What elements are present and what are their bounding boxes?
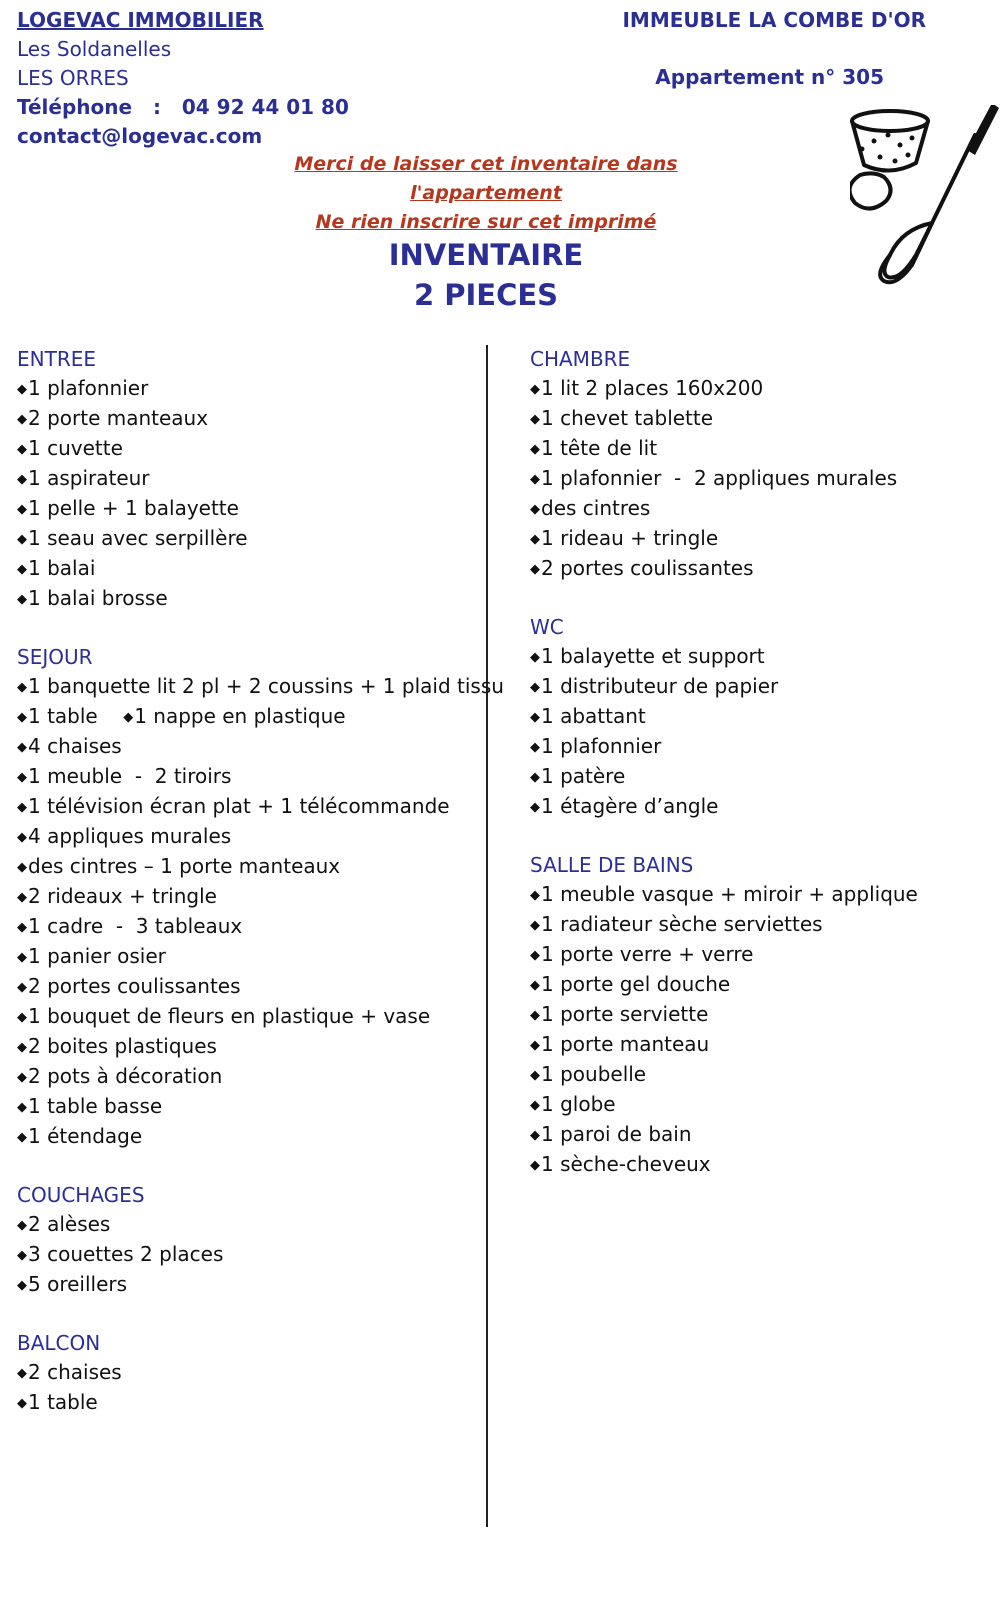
list-item: ◆1 bouquet de fleurs en plastique + vase: [17, 1004, 431, 1028]
bullet-icon: ◆: [530, 412, 540, 427]
section-title: CHAMBRE: [530, 347, 631, 371]
right-column: [530, 345, 995, 1209]
list-item: ◆1 plafonnier: [530, 734, 662, 758]
list-item: ◆1 télévision écran plat + 1 télécommande: [17, 794, 450, 818]
section-title: SALLE DE BAINS: [530, 853, 694, 877]
bullet-icon: ◆: [17, 1396, 27, 1411]
bullet-icon: ◆: [530, 532, 540, 547]
list-item: ◆1 seau avec serpillère: [17, 526, 248, 550]
bullet-icon: ◆: [530, 502, 540, 517]
bullet-icon: ◆: [530, 978, 540, 993]
list-item: ◆1 sèche-cheveux: [530, 1152, 711, 1176]
section-salle-de-bains: [530, 851, 995, 1180]
section-chambre: [530, 345, 995, 584]
bullet-icon: ◆: [530, 1128, 540, 1143]
bullet-icon: ◆: [530, 918, 540, 933]
list-item: ◆1 balai brosse: [17, 586, 168, 610]
list-item: ◆1 tête de lit: [530, 436, 658, 460]
section-title: ENTREE: [17, 347, 96, 371]
bullet-icon: ◆: [530, 710, 540, 725]
list-item: ◆1 banquette lit 2 pl + 2 coussins + 1 plaid tissu: [17, 674, 504, 698]
list-item: ◆1 globe: [530, 1092, 616, 1116]
bullet-icon: ◆: [123, 710, 134, 725]
bullet-icon: ◆: [17, 950, 27, 965]
list-item: ◆1 aspirateur: [17, 466, 150, 490]
list-item: ◆1 abattant: [530, 704, 646, 728]
bullet-icon: ◆: [17, 680, 27, 695]
list-item: ◆1 meuble vasque + miroir + applique: [530, 882, 918, 906]
bullet-icon: ◆: [530, 1158, 540, 1173]
list-item: ◆1 patère: [530, 764, 626, 788]
list-item: ◆1 balai: [17, 556, 96, 580]
bullet-icon: ◆: [17, 800, 27, 815]
bullet-icon: ◆: [17, 472, 27, 487]
bullet-icon: ◆: [17, 442, 27, 457]
bullet-icon: ◆: [17, 740, 27, 755]
list-item: ◆2 portes coulissantes: [17, 974, 241, 998]
list-item: ◆5 oreillers: [17, 1272, 128, 1296]
bullet-icon: ◆: [17, 1366, 27, 1381]
bullet-icon: ◆: [530, 948, 540, 963]
section-title: WC: [530, 615, 564, 639]
section-sejour: [17, 643, 504, 1152]
bullet-icon: ◆: [530, 680, 540, 695]
bullet-icon: ◆: [17, 412, 27, 427]
bullet-icon: ◆: [17, 1218, 27, 1233]
bullet-icon: ◆: [17, 890, 27, 905]
bullet-icon: ◆: [17, 1040, 27, 1055]
list-item: ◆1 panier osier: [17, 944, 166, 968]
bullet-icon: ◆: [17, 1278, 27, 1293]
bullet-icon: ◆: [17, 830, 27, 845]
bullet-icon: ◆: [17, 1248, 27, 1263]
bullet-icon: ◆: [17, 382, 27, 397]
list-item: ◆1 lit 2 places 160x200: [530, 376, 764, 400]
list-item: ◆2 pots à décoration: [17, 1064, 223, 1088]
list-item: ◆1 table basse: [17, 1094, 163, 1118]
bullet-icon: ◆: [17, 1100, 27, 1115]
list-item: ◆1 meuble - 2 tiroirs: [17, 764, 232, 788]
list-item: ◆1 porte verre + verre: [530, 942, 754, 966]
bullet-icon: ◆: [530, 472, 540, 487]
list-item: ◆4 appliques murales: [17, 824, 232, 848]
bullet-icon: ◆: [17, 1010, 27, 1025]
list-item: ◆2 alèses: [17, 1212, 111, 1236]
list-item: ◆2 boites plastiques: [17, 1034, 217, 1058]
bullet-icon: ◆: [17, 980, 27, 995]
bullet-icon: ◆: [17, 920, 27, 935]
list-item: ◆1 rideau + tringle: [530, 526, 719, 550]
list-item: ◆3 couettes 2 places: [17, 1242, 224, 1266]
bullet-icon: ◆: [530, 888, 540, 903]
bullet-icon: ◆: [530, 382, 540, 397]
bullet-icon: ◆: [17, 502, 27, 517]
agency-name: LOGEVAC IMMOBILIER: [17, 8, 264, 32]
bullet-icon: ◆: [530, 562, 540, 577]
section-balcon: [17, 1329, 477, 1418]
bullet-icon: ◆: [530, 442, 540, 457]
bullet-icon: ◆: [17, 592, 27, 607]
list-item: ◆4 chaises: [17, 734, 122, 758]
list-item: ◆2 chaises: [17, 1360, 122, 1384]
apartment-number: Appartement n° 305: [655, 65, 884, 89]
list-item: ◆1 porte manteau: [530, 1032, 710, 1056]
list-item: ◆1 porte gel douche: [530, 972, 731, 996]
building-name: IMMEUBLE LA COMBE D'OR: [622, 8, 926, 32]
section-entree: [17, 345, 477, 614]
bullet-icon: ◆: [17, 860, 27, 875]
address-line-1: Les Soldanelles: [17, 37, 172, 61]
bullet-icon: ◆: [17, 1130, 27, 1145]
bullet-icon: ◆: [530, 650, 540, 665]
phone-number: 04 92 44 01 80: [181, 95, 349, 119]
list-item: ◆1 table: [17, 1390, 98, 1414]
list-item: ◆2 rideaux + tringle: [17, 884, 217, 908]
list-item: ◆1 plafonnier: [17, 376, 149, 400]
notice-line-1: Merci de laisser cet inventaire dans l'appartement: [294, 153, 678, 204]
agency-block: [17, 6, 349, 151]
bullet-icon: ◆: [530, 740, 540, 755]
list-item: ◆1 plafonnier - 2 appliques murales: [530, 466, 898, 490]
bullet-icon: ◆: [17, 710, 27, 725]
list-item: ◆1 balayette et support: [530, 644, 765, 668]
column-divider: [486, 345, 488, 1527]
bullet-icon: ◆: [17, 562, 27, 577]
list-item: ◆1 table ◆1 nappe en plastique: [17, 704, 346, 728]
list-item: ◆1 étagère d’angle: [530, 794, 719, 818]
address-line-2: LES ORRES: [17, 66, 129, 90]
notice-line-2: Ne rien inscrire sur cet imprimé: [315, 211, 657, 233]
list-item: ◆1 pelle + 1 balayette: [17, 496, 239, 520]
phone-label: Téléphone: [17, 95, 133, 119]
bullet-icon: ◆: [530, 770, 540, 785]
phone-separator: :: [152, 95, 161, 119]
list-item: ◆1 cadre - 3 tableaux: [17, 914, 243, 938]
bullet-icon: ◆: [530, 1068, 540, 1083]
left-column: [17, 345, 504, 1447]
list-item: ◆1 paroi de bain: [530, 1122, 692, 1146]
list-item: ◆des cintres – 1 porte manteaux: [17, 854, 341, 878]
list-item: ◆1 distributeur de papier: [530, 674, 779, 698]
bullet-icon: ◆: [17, 532, 27, 547]
list-item: ◆1 cuvette: [17, 436, 123, 460]
list-item: ◆1 radiateur sèche serviettes: [530, 912, 823, 936]
bullet-icon: ◆: [530, 1098, 540, 1113]
title-line-2: 2 PIECES: [413, 278, 559, 312]
bullet-icon: ◆: [17, 770, 27, 785]
notice: [230, 150, 742, 237]
section-title: COUCHAGES: [17, 1183, 145, 1207]
section-wc: [530, 613, 995, 822]
bullet-icon: ◆: [17, 1070, 27, 1085]
title-line-1: INVENTAIRE: [388, 238, 584, 272]
section-title: SEJOUR: [17, 645, 93, 669]
bullet-icon: ◆: [530, 1008, 540, 1023]
list-item: ◆2 portes coulissantes: [530, 556, 754, 580]
list-item: ◆1 poubelle: [530, 1062, 647, 1086]
list-item: ◆1 étendage: [17, 1124, 143, 1148]
phone-line: [17, 93, 349, 122]
list-item: ◆1 chevet tablette: [530, 406, 714, 430]
list-item: ◆2 porte manteaux: [17, 406, 209, 430]
page-title: [300, 235, 672, 315]
whisk-bowl-icon: [850, 105, 1000, 290]
list-item: ◆des cintres: [530, 496, 651, 520]
section-couchages: [17, 1181, 477, 1300]
bullet-icon: ◆: [530, 800, 540, 815]
email: contact@logevac.com: [17, 124, 263, 148]
list-item: ◆1 porte serviette: [530, 1002, 709, 1026]
bullet-icon: ◆: [530, 1038, 540, 1053]
section-title: BALCON: [17, 1331, 101, 1355]
